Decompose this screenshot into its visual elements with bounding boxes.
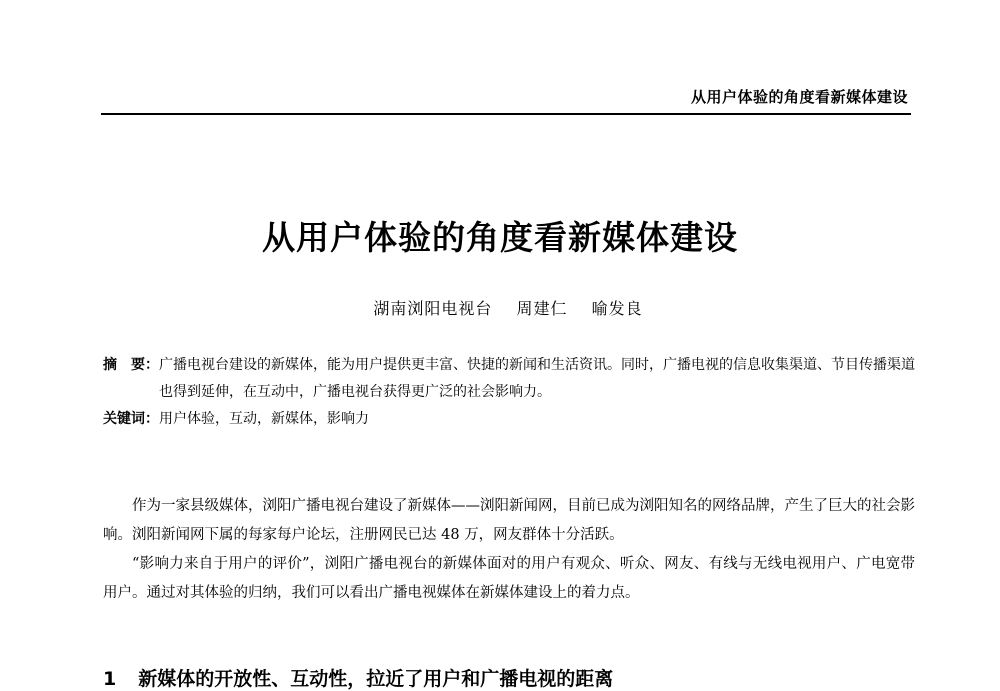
abstract-block (103, 352, 915, 433)
header-rule (101, 113, 911, 115)
running-header: 从用户体验的角度看新媒体建设 (690, 88, 908, 106)
paragraph: “影响力来自于用户的评价”，浏阳广播电视台的新媒体面对的用户有观众、听众、网友、有线与无线电视用户、广电宽带用户。通过对其体验的归纳，我们可以看出广播电视媒体在新媒体建设上的着力点。 (103, 556, 915, 601)
author-name: 周建仁 (516, 299, 568, 318)
abstract-text: 广播电视台建设的新媒体，能为用户提供更丰富、快捷的新闻和生活资讯。同时，广播电视的信息收集渠道、节目传播渠道也得到延伸，在互动中，广播电视台获得更广泛的社会影响力。 (159, 357, 915, 400)
keywords-text: 用户体验，互动，新媒体，影响力 (159, 411, 369, 427)
author-name: 喻发良 (591, 299, 643, 318)
keywords-row (103, 406, 915, 433)
body-text (103, 492, 915, 608)
section-heading (103, 664, 613, 691)
paper-title: 从用户体验的角度看新媒体建设 (262, 218, 738, 257)
abstract-row (103, 352, 915, 406)
paragraph: 作为一家县级媒体，浏阳广播电视台建设了新媒体——浏阳新闻网，目前已成为浏阳知名的网络品牌，产生了巨大的社会影响。浏阳新闻网下属的每家每户论坛，注册网民已达 48 万，网友群体十分活跃。 (103, 498, 915, 543)
affiliation: 湖南浏阳电视台 (373, 299, 493, 318)
section-number: 1 (103, 668, 117, 690)
keywords-label: 关键词： (103, 411, 159, 427)
section-title: 新媒体的开放性、互动性，拉近了用户和广播电视的距离 (138, 668, 614, 690)
abstract-label: 摘 要： (103, 357, 159, 373)
author-line (0, 296, 1000, 319)
